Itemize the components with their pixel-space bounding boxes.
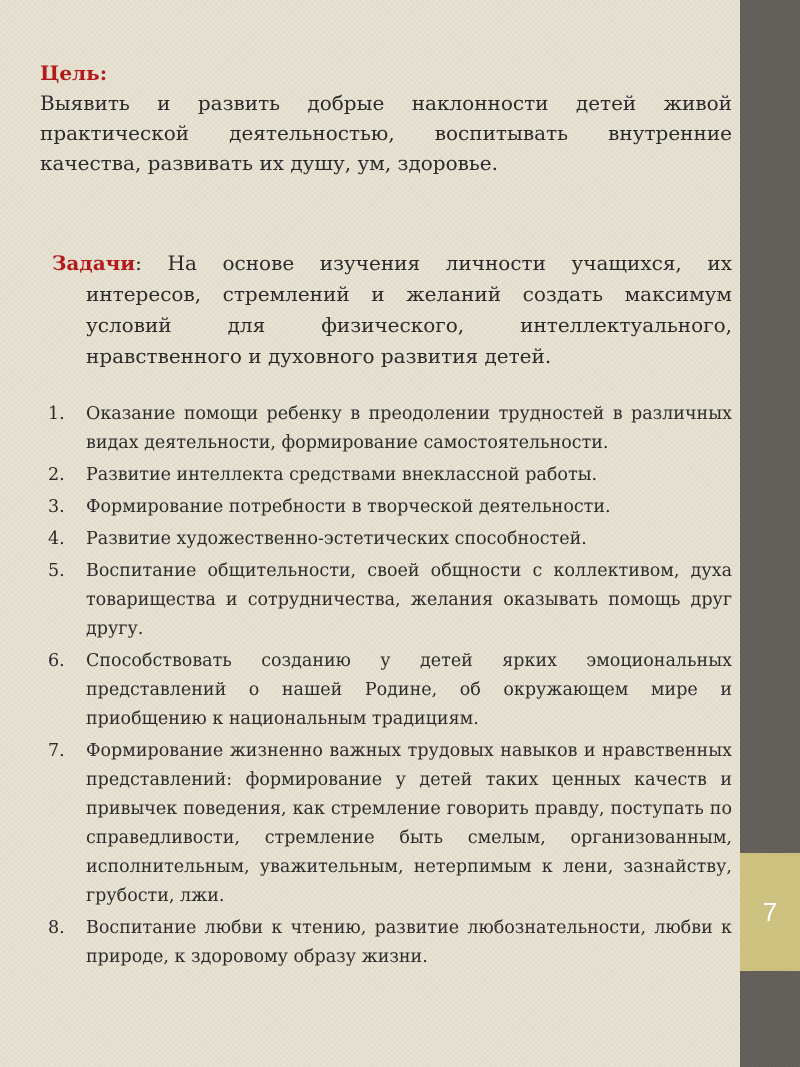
goal-section: [40, 58, 732, 178]
page-number: 7: [762, 896, 778, 927]
tasks-section: [52, 248, 732, 372]
list-item-number: 4.: [48, 529, 65, 549]
tasks-separator: :: [135, 251, 142, 275]
list-item-number: 8.: [48, 918, 65, 938]
list-item-number: 3.: [48, 497, 65, 517]
list-item: [40, 557, 732, 644]
list-item-number: 5.: [48, 561, 65, 581]
list-item: [40, 914, 732, 972]
task-list: [40, 400, 732, 975]
goal-title: Цель:: [40, 61, 108, 85]
tasks-text: На основе изучения личности учащихся, их интересов, стремлений и желаний создать максимум условий для физического, интеллектуального, нравственного и духовного развития детей.: [86, 251, 732, 368]
list-item-number: 7.: [48, 741, 65, 761]
list-item-text: Воспитание любви к чтению, развитие любознательности, любви к природе, к здоровому образу жизни.: [86, 918, 732, 967]
list-item-number: 6.: [48, 651, 65, 671]
list-item: [40, 525, 732, 554]
list-item-number: 2.: [48, 465, 65, 485]
list-item-text: Формирование потребности в творческой деятельности.: [86, 497, 611, 517]
list-item: [40, 493, 732, 522]
goal-text: Выявить и развить добрые наклонности детей живой практической деятельностью, воспитывать внутренние качества, развивать их душу, ум, здоровье.: [40, 91, 732, 175]
list-item-text: Развитие художественно-эстетических способностей.: [86, 529, 587, 549]
list-item: [40, 737, 732, 911]
list-item-text: Развитие интеллекта средствами внеклассной работы.: [86, 465, 598, 485]
list-item: [40, 400, 732, 458]
list-item-text: Воспитание общительности, своей общности с коллективом, духа товарищества и сотрудничества, желания оказывать помощь друг другу.: [86, 561, 732, 639]
list-item: [40, 461, 732, 490]
tasks-title: Задачи: [52, 251, 136, 275]
list-item: [40, 647, 732, 734]
page-number-badge: [740, 853, 800, 971]
list-item-text: Способствовать созданию у детей ярких эмоциональных представлений о нашей Родине, об окружающем мире и приобщению к национальным традициям.: [86, 651, 732, 729]
list-item-text: Формирование жизненно важных трудовых навыков и нравственных представлений: формирование у детей таких ценных качеств и привычек поведения, как стремление говорить правду, поступать по справедливости, стремление быть смелым, организованным, исполнительным, уважительным, нетерпимым к лени, зазнайству, грубости, лжи.: [86, 741, 732, 906]
list-item-text: Оказание помощи ребенку в преодолении трудностей в различных видах деятельности, формирование самостоятельности.: [86, 404, 732, 453]
list-item-number: 1.: [48, 404, 65, 424]
